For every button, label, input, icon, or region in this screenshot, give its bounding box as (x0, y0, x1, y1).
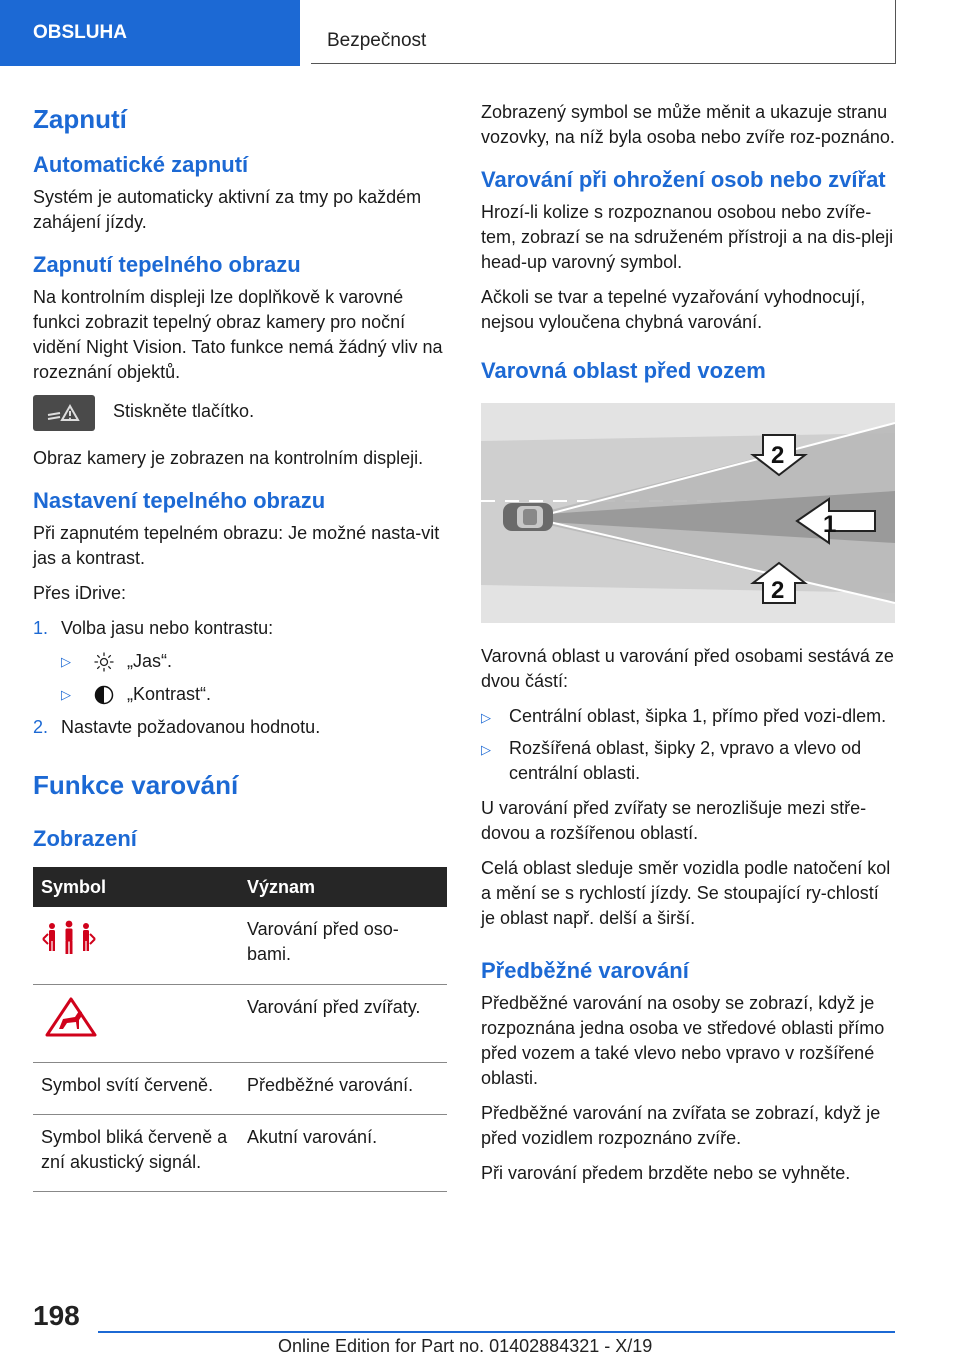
contrast-icon (93, 684, 115, 706)
col-symbol-header: Symbol (33, 867, 239, 907)
heading-warning-zone: Varovná oblast před vozem (481, 358, 766, 383)
heading-thermal-settings: Nastavení tepelného obrazu (33, 488, 326, 513)
heading-auto-on: Automatické zapnutí (33, 152, 249, 177)
text-pre-3: Při varování předem brzděte nebo se vyhněte. (481, 1163, 851, 1183)
text-thermal-settings: Při zapnutém tepelném obrazu: Je možné nasta-vit jas a kontrast. (33, 523, 440, 568)
warning-zone-diagram (481, 403, 895, 623)
step-item (33, 616, 447, 641)
car-icon (503, 503, 553, 531)
footer-divider (98, 1331, 895, 1333)
sub-item-brightness (61, 649, 447, 674)
table-row (33, 1063, 447, 1115)
row-meaning: Předběžné varování. (239, 1063, 447, 1115)
table-row (33, 985, 447, 1063)
col-meaning-header: Význam (239, 867, 447, 907)
sub-text-kontrast: „Kontrast“. (127, 684, 212, 704)
sub-text-jas: „Jas“. (127, 651, 172, 671)
arrow-label-top: 2 (771, 442, 785, 469)
table-row (33, 907, 447, 985)
step-number: 1. (33, 618, 49, 638)
heading-display: Zobrazení (33, 826, 137, 851)
chapter-tab[interactable] (311, 0, 896, 64)
row-symbol: Symbol bliká červeně a zní akustický signál. (33, 1115, 239, 1192)
chapter-label: Bezpečnost (327, 30, 427, 51)
list-item (481, 736, 895, 786)
row-meaning: Akutní varování. (239, 1115, 447, 1192)
steps-list (33, 616, 447, 740)
heading-zapnuti: Zapnutí (33, 104, 127, 134)
text-symbol-change: Zobrazený symbol se může měnit a ukazuje stranu vozovky, na níž byla osoba nebo zvíře roz-poznáno. (481, 102, 895, 147)
footer-edition: Online Edition for Part no. 01402884321 - X/19 (278, 1336, 653, 1356)
brightness-icon (93, 651, 115, 673)
triangle-bullet-icon: ▷ (61, 687, 71, 702)
text-pre-1: Předběžné varování na osoby se zobrazí, když je rozpoznána jedna osoba ve středové oblasti přímo před vozem a také vlevo nebo vpravo v rozšířené oblasti. (481, 993, 885, 1088)
list-item (481, 704, 895, 730)
step-text: Volba jasu nebo kontrastu: (61, 618, 274, 638)
text-auto-on: Systém je automaticky aktivní za tmy po každém zahájení jízdy. (33, 187, 422, 232)
zone-bullets (481, 704, 895, 786)
row-meaning: Varování před zvířaty. (239, 985, 447, 1063)
table-row (33, 1115, 447, 1192)
triangle-bullet-icon: ▷ (481, 742, 491, 757)
arrow-label-center: 1 (823, 511, 837, 538)
animal-warning-icon (33, 985, 239, 1063)
text-threat-2: Ačkoli se tvar a tepelné vyzařování vyhodnocují, nejsou vyloučena chybná varování. (481, 287, 866, 332)
text-press-button: Stiskněte tlačítko. (113, 401, 255, 421)
row-meaning: Varování před oso-bami. (239, 907, 447, 985)
heading-warning-function: Funkce varování (33, 770, 239, 800)
step-number: 2. (33, 717, 49, 737)
text-zone: Varovná oblast u varování před osobami sestává ze dvou částí: (481, 646, 894, 691)
text-thermal-on: Na kontrolním displeji lze doplňkově k varovné funkci zobrazit tepelný obraz kamery pro noční vidění Night Vision. Tato funkce nemá žádný vliv na rozeznání objektů. (33, 287, 443, 382)
bullet-text: Rozšířená oblast, šipky 2, vpravo a vlevo od centrální oblasti. (509, 738, 862, 783)
table-header-row (33, 867, 447, 907)
sub-item-contrast (61, 682, 447, 707)
step-text: Nastavte požadovanou hodnotu. (61, 717, 321, 737)
text-camera-display: Obraz kamery je zobrazen na kontrolním displeji. (33, 448, 424, 468)
symbol-table (33, 867, 447, 1192)
triangle-bullet-icon: ▷ (481, 710, 491, 725)
section-tab[interactable] (0, 0, 300, 66)
section-label: OBSLUHA (33, 22, 127, 43)
heading-thermal-on: Zapnutí tepelného obrazu (33, 252, 301, 277)
bullet-text: Centrální oblast, šipka 1, přímo před vozi-dlem. (509, 706, 887, 726)
heading-pre-warning: Předběžné varování (481, 958, 689, 983)
text-threat-1: Hrozí-li kolize s rozpoznanou osobou nebo zvíře-tem, zobrazí se na sdruženém přístroji a na dis-pleji head-up varovný symbol. (481, 202, 894, 272)
night-vision-button-icon (33, 395, 95, 431)
page-number: 198 (33, 1300, 80, 1331)
right-column (481, 100, 895, 1196)
triangle-bullet-icon: ▷ (61, 654, 71, 669)
button-instruction (33, 395, 447, 434)
text-animals: U varování před zvířaty se nerozlišuje mezi stře-dovou a rozšířenou oblastí. (481, 798, 867, 843)
text-idrive: Přes iDrive: (33, 583, 127, 603)
heading-threat: Varování při ohrožení osob nebo zvířat (481, 167, 886, 192)
row-symbol: Symbol svítí červeně. (33, 1063, 239, 1115)
text-pre-2: Předběžné varování na zvířata se zobrazí, když je před vozidlem rozpoznáno zvíře. (481, 1103, 881, 1148)
step-item (33, 715, 447, 740)
arrow-label-bottom: 2 (771, 577, 785, 604)
text-direction: Celá oblast sleduje směr vozidla podle natočení kol a mění se s rychlostí jízdy. Se stoupající ry-chlostí je oblast např. delší a širší. (481, 858, 891, 928)
pedestrian-warning-icon (33, 907, 239, 985)
left-column (33, 100, 447, 1192)
